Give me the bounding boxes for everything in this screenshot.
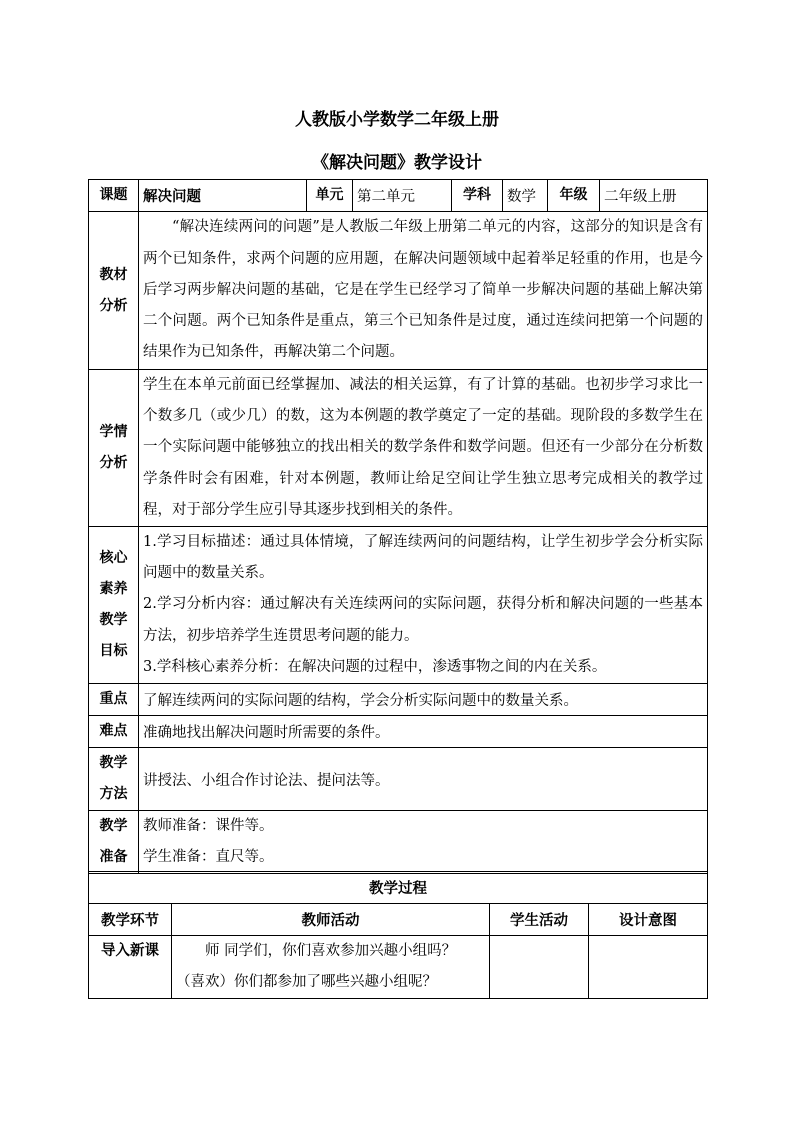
- topic-value: 解决问题: [139, 180, 307, 212]
- topic-label: 课题: [89, 180, 139, 212]
- material-text: “解决连续两问的问题”是人教版二年级上册第二单元的内容，这部分的知识是含有两个已知条件，求两个问题的应用题，在解决问题领域中起着举足轻重的作用，也是今后学习两步解决问题的基础，它是在学生已经学习了简单一步解决问题的基础上解决第二个问题。两个已知条件是重点，第三个已知条件是过度，通过连续问把第一个问题的结果作为已知条件，再解决第二个问题。: [139, 212, 708, 370]
- material-label-text: 教材分析: [99, 266, 128, 314]
- grade-label: 年级: [548, 180, 600, 212]
- header-intent: 设计意图: [589, 904, 708, 936]
- goal-item: 2.学习分析内容：通过解决有关连续两问的实际问题，获得分析和解决问题的一些基本方法，初步培养学生连贯思考问题的能力。: [143, 596, 703, 644]
- students-label-text: 学情分析: [99, 424, 128, 471]
- header-stage: 教学环节: [89, 904, 172, 936]
- difficulty-text: 准确地找出解决问题时所需要的条件。: [139, 716, 708, 748]
- material-row: [89, 212, 708, 370]
- subject-value: 数学: [503, 180, 548, 212]
- prep-text: [139, 811, 708, 874]
- prep-label: [89, 811, 139, 874]
- process-row: [89, 936, 708, 999]
- grade-value: 二年级上册: [600, 180, 708, 212]
- unit-value: 第二单元: [353, 180, 452, 212]
- goals-label: [89, 527, 139, 684]
- document-title: 人教版小学数学二年级上册: [295, 110, 499, 130]
- student-activity-cell: [490, 936, 589, 999]
- difficulty-row: [89, 716, 708, 748]
- difficulty-label: 难点: [89, 716, 139, 748]
- students-row: [89, 370, 708, 527]
- methods-label-text: 教学方法: [99, 755, 128, 803]
- prep-student: 学生准备：直尺等。: [143, 849, 274, 866]
- prep-teacher: 教师准备：课件等。: [143, 818, 274, 835]
- material-label: [89, 212, 139, 370]
- lesson-plan-table: [88, 179, 708, 874]
- methods-row: [89, 748, 708, 811]
- goals-label-text: 核心素养教学目标: [99, 550, 128, 660]
- unit-label: 单元: [307, 180, 353, 212]
- students-text: 学生在本单元前面已经掌握加、减法的相关运算，有了计算的基础。也初步学习求比一个数多几（或少几）的数，这为本例题的教学奠定了一定的基础。现阶段的多数学生在一个实际问题中能够独立的找出相关的数学条件和数学问题。但还有一少部分在分析数学条件时会有困难，针对本例题，教师让给足空间让学生独立思考完成相关的教学过程，对于部分学生应引导其逐步找到相关的条件。: [139, 370, 708, 527]
- header-teacher: 教师活动: [172, 904, 490, 936]
- header-student: 学生活动: [490, 904, 589, 936]
- key-text: 了解连续两问的实际问题的结构，学会分析实际问题中的数量关系。: [139, 684, 708, 716]
- process-title-row: [89, 872, 708, 904]
- teacher-activity-line: 师 同学们，你们喜欢参加兴趣小组吗？: [205, 943, 457, 959]
- methods-text: 讲授法、小组合作讨论法、提问法等。: [139, 748, 708, 811]
- teacher-activity-line: （喜欢）你们都参加了哪些兴趣小组呢？: [176, 974, 437, 990]
- key-label: 重点: [89, 684, 139, 716]
- info-row: [89, 180, 708, 212]
- prep-label-text: 教学准备: [99, 818, 128, 866]
- key-row: [89, 684, 708, 716]
- stage-cell: 导入新课: [89, 936, 172, 999]
- process-table: [88, 871, 708, 999]
- goal-item: 3.学科核心素养分析：在解决问题的过程中，渗透事物之间的内在关系。: [143, 658, 607, 675]
- goals-row: [89, 527, 708, 684]
- goal-item: 1.学习目标描述：通过具体情境，了解连续两问的问题结构，让学生初步学会分析实际问题中的数量关系。: [143, 534, 703, 582]
- design-intent-cell: [589, 936, 708, 999]
- document-subtitle: 《解决问题》教学设计: [312, 153, 482, 173]
- subject-label: 学科: [452, 180, 503, 212]
- teacher-activity-cell: [172, 936, 490, 999]
- goals-text: [139, 527, 708, 684]
- process-header-row: [89, 904, 708, 936]
- students-label: [89, 370, 139, 527]
- process-title: 教学过程: [89, 872, 708, 904]
- prep-row: [89, 811, 708, 874]
- methods-label: [89, 748, 139, 811]
